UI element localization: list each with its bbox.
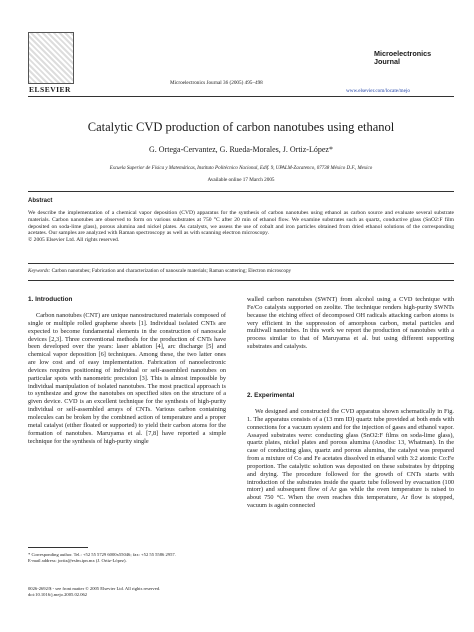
introduction-continued-column: [247, 296, 454, 351]
footnotes: [28, 552, 224, 564]
abstract-body: [28, 210, 454, 244]
keywords: [28, 268, 454, 274]
email-note: E-mail address: jortiz@esfm.ipn.mx (J. Ortiz-López).: [28, 558, 127, 563]
journal-name-line2: Journal: [374, 57, 400, 66]
introduction-paragraph-continued: walled carbon nanotubes (SWNT) from alcohol using a CVD technique with Fe/Co catalysts supported on zeolite. The technique renders high-purity SWNTs because the etching effect of decomposed OH radicals attacking carbon atoms is very efficient in the suppression of amorphous carbon, metal particles and multiwall nanotubes. In this work we report the production of nanotubes with a process similar to that of Maruyama et al. but using different supporting substrates and catalysts.: [247, 296, 454, 351]
introduction-paragraph: Carbon nanotubes (CNT) are unique nanostructured materials composed of single or multiple rolled graphene sheets [1]. Individual isolated CNTs are expected to become fundamental elements in the construction of nanoscale devices [2,3]. Three conventional methods for the production of CNTs have been developed over the years: laser ablation [4], arc discharge [5] and chemical vapor deposition [6] techniques. Among these, the two latter ones are low cost and of easy implementation. Fabrication of nanoelectronic devices requires positioning of individual or self-assembled nanotubes on particular spots with nanometric precision [3]. This is almost impossible by individual manipulation of isolated nanotubes. The most practical approach is to synthesize and grow the nanotubes on specified sites on the structure of a given device. CVD is an excellent technique for the synthesis of high-purity individual or self-assembled arrays of CNTs. Various carbon containing molecules can be broken by the combined action of temperature and a proper metal catalyst (either floated or supported) to yield their carbon atoms for the formation of nanotubes. Maruyama et al. [7,8] have reported a simple technique for the synthesis of high-purity single: [28, 312, 226, 445]
abstract-bottom-divider: [28, 263, 454, 264]
abstract-copyright: © 2005 Elsevier Ltd. All rights reserved.: [28, 237, 120, 244]
abstract-text: We describe the implementation of a chemical vapor deposition (CVD) apparatus for the synthesis of carbon nanotubes using ethanol as carbon source and evaluate several substrate materials. Carbon nanotubes are observed to form on various substrates at 750 °C after 20 min of ethanol flow. We examine substrates such as quartz, conductive glass (SnO2:F film deposited on soda-lime glass), porous alumina and nickel plates. As catalysts, we assess the use of cobalt and iron particles obtained from dried ethanol solutions of the corresponding acetates. Our samples are analyzed with Raman spectroscopy as well as with scanning electron microscopy.: [28, 210, 454, 237]
keywords-label: Keywords:: [28, 268, 51, 274]
journal-name: [374, 50, 454, 66]
issn-block: [28, 586, 228, 598]
keywords-text: Carbon nanotubes; Fabrication and characterization of nanoscale materials; Raman scattering; Electron microscopy: [51, 268, 292, 274]
journal-citation: Microelectronics Journal 36 (2005) 495–498: [170, 80, 263, 86]
journal-name-line1: Microelectronics: [374, 49, 432, 58]
experimental-column: [247, 408, 454, 510]
footnote-divider: [28, 547, 88, 548]
abstract-heading: Abstract: [28, 198, 53, 204]
doi-line: doi:10.1016/j.mejo.2005.02.062: [28, 592, 88, 597]
publisher-name: ELSEVIER: [29, 85, 71, 94]
section-heading-experimental: 2. Experimental: [247, 392, 295, 399]
article-authors: G. Ortega-Cervantez, G. Rueda-Morales, J. Ortiz-López*: [149, 145, 333, 154]
journal-url-link[interactable]: www.elsevier.com/locate/mejo: [346, 88, 410, 94]
author-affiliation: Escuela Superior de Física y Matemáticas, Instituto Politécnico Nacional, Edif. 9, UPALM-Zacatenco, 07738 México D.F., Mexico: [109, 166, 373, 171]
elsevier-tree-logo: [28, 32, 74, 84]
article-title: Catalytic CVD production of carbon nanotubes using ethanol: [87, 120, 395, 134]
issn-line: 0026-2692/$ - see front matter © 2005 Elsevier Ltd. All rights reserved.: [28, 586, 161, 591]
header-divider: [28, 96, 454, 97]
experimental-paragraph: We designed and constructed the CVD apparatus shown schematically in Fig. 1. The apparatus consists of a (13 mm ID) quartz tube provided at both ends with connections for a vacuum system and for the injection of gases and ethanol vapor. Assayed substrates were: conducting glass (SnO2:F films on soda-lime glass), quartz plates, nickel plates and porous alumina (Anodisc 13, Whatman). In the case of conducting glass, quartz and porous alumina, the catalyst was prepared from a mixture of Co and Fe acetates dissolved in ethanol with 3:2 atomic Co:Fe proportion. The catalytic solution was deposited on these substrates by dripping and drying. The procedure followed for the growth of CNTs starts with introduction of the substrates inside the quartz tube followed by evacuation (100 mtorr) and subsequent flow of Ar gas while the oven temperature is raised to about 750 °C. When the oven reaches this temperature, Ar flow is stopped, vacuum is again connected: [247, 408, 454, 510]
corresponding-author-note: * Corresponding author. Tel.: +52 55 5729 6000x55046; fax: +52 55 5586 2957.: [28, 552, 176, 557]
keywords-divider: [28, 280, 454, 281]
section-heading-introduction: 1. Introduction: [28, 296, 73, 303]
abstract-top-divider: [28, 191, 454, 192]
introduction-column: [28, 312, 226, 445]
available-online-date: Available online 17 March 2005: [207, 177, 275, 183]
